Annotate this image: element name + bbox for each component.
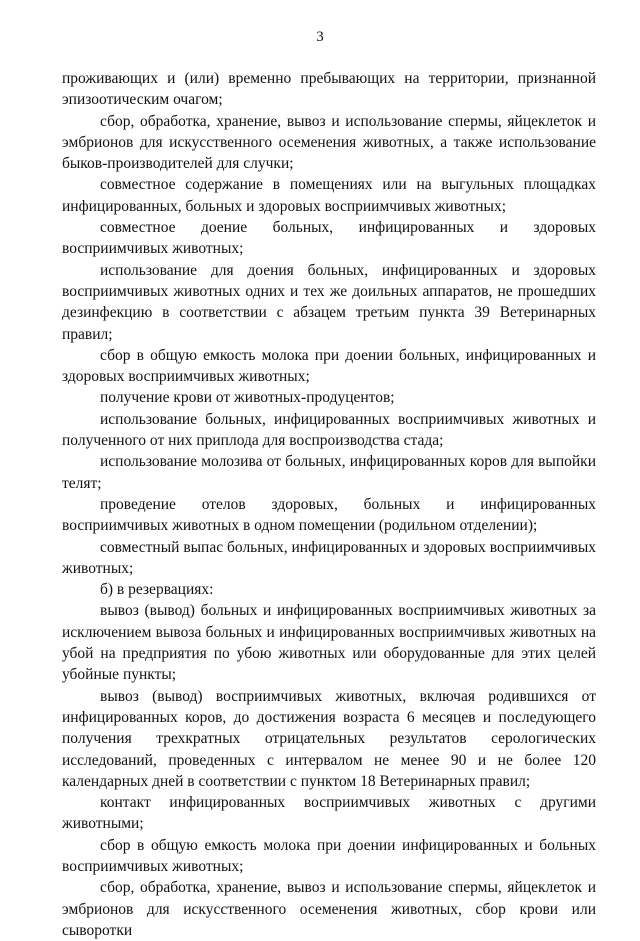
paragraph: сбор в общую емкость молока при доении инфицированных и больных восприимчивых животных; [62, 836, 596, 875]
paragraph: вывоз (вывод) восприимчивых животных, включая родившихся от инфицированных коров, до достижения возраста 6 месяцев и последующего получения трехкратных отрицательных результатов серологических исследований, проведенных с интервалом не менее 90 и не более 120 календарных дней в соответствии с пунктом 18 Ветеринарных правил; [62, 687, 596, 790]
page-number: 3 [316, 29, 324, 45]
paragraph: использование молозива от больных, инфицированных коров для выпойки телят; [62, 453, 596, 492]
paragraph: получение крови от животных-продуцентов; [100, 389, 395, 407]
paragraph: контакт инфицированных восприимчивых животных с другими животными; [62, 794, 596, 833]
paragraph: сбор в общую емкость молока при доении больных, инфицированных и здоровых восприимчивых животных; [62, 346, 596, 386]
paragraph: сбор, обработка, хранение, вывоз и использование спермы, яйцеклеток и эмбрионов для искусственного осеменения животных, сбор крови или сыворотки [62, 879, 596, 939]
paragraph: совместный выпас больных, инфицированных и здоровых восприимчивых животных; [62, 538, 596, 577]
paragraph: совместное содержание в помещениях или на выгульных площадках инфицированных, больных и здоровых восприимчивых животных; [62, 176, 596, 215]
document-body [62, 68, 596, 941]
paragraph: проживающих и (или) временно пребывающих на территории, признанной эпизоотическим очагом; [62, 70, 596, 109]
paragraph: проведение отелов здоровых, больных и инфицированных восприимчивых животных в одном помещении (родильном отделении); [62, 495, 596, 535]
paragraph: сбор, обработка, хранение, вывоз и использование спермы, яйцеклеток и эмбрионов для искусственного осеменения животных, а также использование быков-производителей для случки; [62, 112, 596, 173]
paragraph: использование больных, инфицированных восприимчивых животных и полученного от них приплода для воспроизводства стада; [62, 410, 596, 450]
paragraph: совместное доение больных, инфицированных и здоровых восприимчивых животных; [62, 219, 596, 258]
section-heading: б) в резервациях: [100, 581, 214, 599]
paragraph: использование для доения больных, инфицированных и здоровых восприимчивых животных одних и тех же доильных аппаратов, не прошедших дезинфекцию в соответствии с абзацем третьим пункта 39 Ветеринарных правил; [62, 261, 596, 343]
paragraph: вывоз (вывод) больных и инфицированных восприимчивых животных за исключением вывоза больных и инфицированных восприимчивых животных на убой на предприятия по убою животных или оборудованные для этих целей убойные пункты; [62, 602, 596, 684]
